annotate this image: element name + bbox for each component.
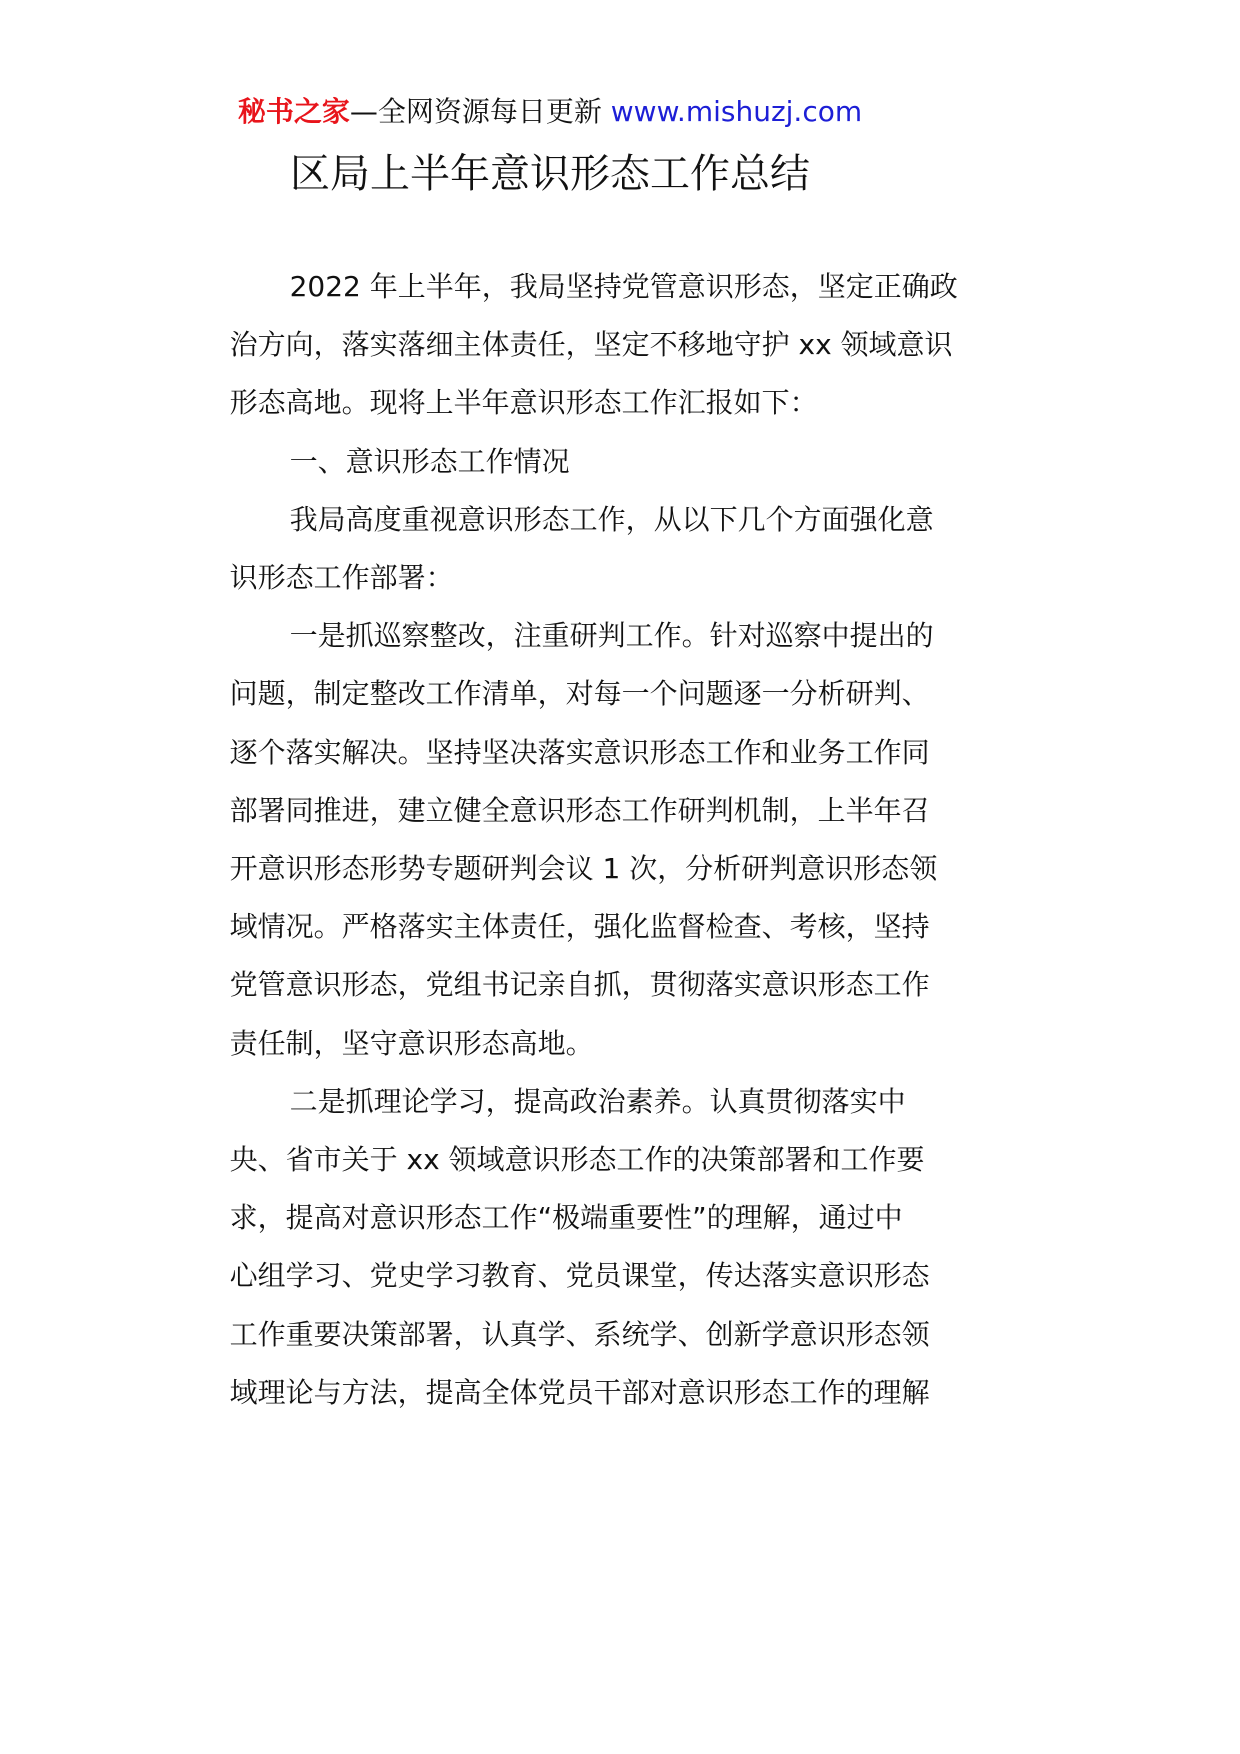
text-line: 求，提高对意识形态工作“极端重要性”的理解，通过中 (229, 1201, 903, 1235)
text-line: 域情况。严格落实主体责任，强化监督检查、考核，坚持 (229, 910, 930, 944)
text-line: 心组学习、党史学习教育、党员课堂，传达落实意识形态 (229, 1259, 930, 1293)
text-line: 二是抓理论学习，提高政治素养。认真贯彻落实中 (289, 1084, 906, 1118)
brand-name: 秘书之家 (237, 95, 350, 128)
text-line: 形态高地。现将上半年意识形态工作汇报如下： (229, 386, 818, 420)
site-url-link[interactable]: www.mishuzj.com (610, 95, 863, 128)
text-line: 党管意识形态，党组书记亲自抓，贯彻落实意识形态工作 (229, 968, 930, 1002)
text-line: 部署同推进，建立健全意识形态工作研判机制，上半年召 (229, 793, 930, 827)
paragraph-point-one (168, 607, 944, 1073)
text-line: 央、省市关于 xx 领域意识形态工作的决策部署和工作要 (229, 1143, 925, 1177)
text-line: 我局高度重视意识形态工作，从以下几个方面强化意 (289, 502, 934, 536)
paragraph-point-two (168, 1073, 944, 1422)
text-line: 域理论与方法，提高全体党员干部对意识形态工作的理解 (229, 1375, 930, 1409)
text-line: 2022 年上半年，我局坚持党管意识形态，坚定正确政 (289, 270, 958, 303)
text-line: 工作重要决策部署，认真学、系统学、创新学意识形态领 (229, 1317, 930, 1351)
text-line: 问题，制定整改工作清单，对每一个问题逐一分析研判、 (229, 677, 930, 711)
text-line: 逐个落实解决。坚持坚决落实意识形态工作和业务工作同 (229, 735, 930, 769)
document-title: 区局上半年意识形态工作总结 (290, 151, 810, 197)
site-header (0, 92, 1100, 132)
text-line: 一是抓巡察整改，注重研判工作。针对巡察中提出的 (289, 619, 934, 653)
text-line: 责任制，坚守意识形态高地。 (229, 1026, 594, 1060)
text-line: 一、意识形态工作情况 (289, 444, 570, 478)
header-slogan: —全网资源每日更新 (349, 95, 611, 128)
text-line: 治方向，落实落细主体责任，坚定不移地守护 xx 领域意识 (229, 328, 953, 362)
document-body (168, 258, 958, 1422)
section-heading (168, 433, 944, 491)
text-line: 开意识形态形势专题研判会议 1 次，分析研判意识形态领 (229, 852, 938, 886)
text-line: 识形态工作部署： (229, 561, 454, 595)
paragraph-intro (168, 258, 958, 433)
paragraph-overview (168, 491, 944, 607)
